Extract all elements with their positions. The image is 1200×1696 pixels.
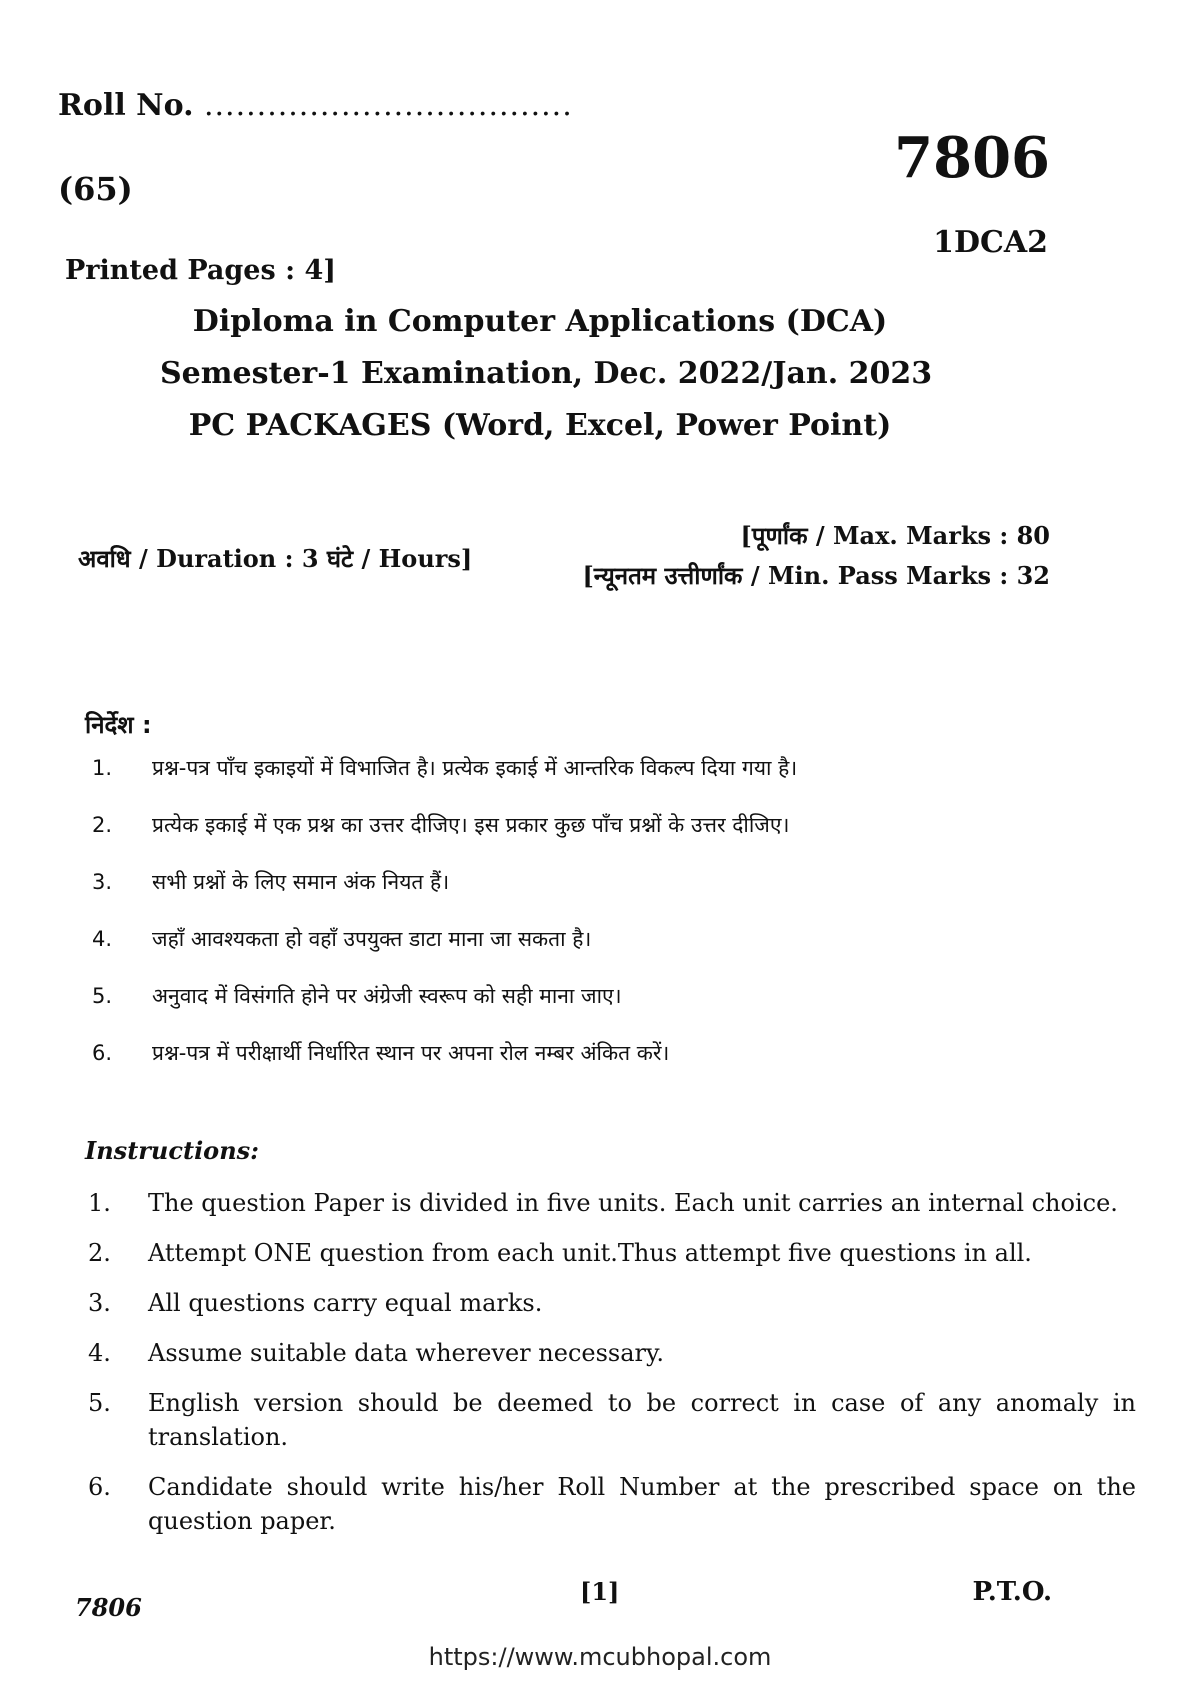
printed-pages: Printed Pages : 4] xyxy=(65,255,337,286)
list-item xyxy=(92,1037,992,1094)
item-number: 3. xyxy=(92,870,113,894)
item-text: प्रश्न-पत्र में परीक्षार्थी निर्धारित स्थान पर अपना रोल नम्बर अंकित करें। xyxy=(152,1041,670,1065)
course-title: Diploma in Computer Applications (DCA) xyxy=(192,304,888,339)
item-number: 4. xyxy=(88,1339,111,1367)
roll-number-field xyxy=(58,88,573,123)
list-item xyxy=(92,923,992,980)
hindi-instructions-list xyxy=(92,752,992,1094)
item-number: 3. xyxy=(88,1289,111,1317)
please-turn-over: P.T.O. xyxy=(972,1577,1052,1607)
item-number: 2. xyxy=(92,813,113,837)
list-item xyxy=(88,1236,1136,1270)
list-item xyxy=(92,980,992,1037)
item-text: The question Paper is divided in five units. Each unit carries an internal choice. xyxy=(148,1189,1118,1217)
item-number: 1. xyxy=(92,756,113,780)
roll-number-label: Roll No. xyxy=(58,88,194,123)
duration: अवधि / Duration : 3 घंटे / Hours] xyxy=(78,544,473,573)
footer-paper-code: 7806 xyxy=(75,1593,142,1622)
list-item xyxy=(88,1286,1136,1320)
roll-number-blank: ................................... xyxy=(203,88,573,123)
item-text: All questions carry equal marks. xyxy=(148,1289,543,1317)
min-pass-marks: [न्यूनतम उत्तीर्णांक / Min. Pass Marks : 32 xyxy=(582,561,1050,590)
item-number: 2. xyxy=(88,1239,111,1267)
exam-session: Semester-1 Examination, Dec. 2022/Jan. 2023 xyxy=(160,356,933,391)
item-text: सभी प्रश्नों के लिए समान अंक नियत हैं। xyxy=(152,870,450,894)
item-number: 5. xyxy=(88,1389,111,1417)
paper-code: 7806 xyxy=(894,125,1050,191)
hindi-instructions-heading: निर्देश : xyxy=(85,711,152,739)
list-item xyxy=(88,1186,1136,1220)
source-url[interactable]: https://www.mcubhopal.com xyxy=(428,1643,772,1671)
max-marks: [पूर्णांक / Max. Marks : 80 xyxy=(740,521,1050,550)
exam-title xyxy=(160,296,933,452)
item-text: प्रत्येक इकाई में एक प्रश्न का उत्तर दीजिए। इस प्रकार कुछ पाँच प्रश्नों के उत्तर दीजिए। xyxy=(152,813,790,837)
subject-title: PC PACKAGES (Word, Excel, Power Point) xyxy=(188,408,892,443)
marks-info xyxy=(582,516,1050,596)
list-item xyxy=(88,1336,1136,1370)
item-text: English version should be deemed to be correct in case of any anomaly in translation. xyxy=(148,1389,1136,1451)
item-text: अनुवाद में विसंगति होने पर अंग्रेजी स्वरूप को सही माना जाए। xyxy=(152,984,622,1008)
list-item xyxy=(92,809,992,866)
item-number: 6. xyxy=(88,1473,111,1501)
item-number: 6. xyxy=(92,1041,113,1065)
list-item xyxy=(92,866,992,923)
page-number: [1] xyxy=(580,1577,620,1606)
list-item xyxy=(88,1470,1136,1538)
item-text: Assume suitable data wherever necessary. xyxy=(148,1339,664,1367)
subject-code: 1DCA2 xyxy=(933,225,1048,260)
english-instructions-list xyxy=(88,1186,1136,1554)
paper-reference: (65) xyxy=(58,170,133,208)
item-number: 1. xyxy=(88,1189,111,1217)
item-number: 5. xyxy=(92,984,113,1008)
list-item xyxy=(88,1386,1136,1454)
english-instructions-heading: Instructions: xyxy=(85,1136,260,1165)
item-text: प्रश्न-पत्र पाँच इकाइयों में विभाजित है। प्रत्येक इकाई में आन्तरिक विकल्प दिया गया है। xyxy=(152,756,798,780)
item-text: जहाँ आवश्यकता हो वहाँ उपयुक्त डाटा माना जा सकता है। xyxy=(152,927,592,951)
item-text: Candidate should write his/her Roll Number at the prescribed space on the question paper. xyxy=(148,1473,1136,1535)
item-number: 4. xyxy=(92,927,113,951)
item-text: Attempt ONE question from each unit.Thus attempt five questions in all. xyxy=(148,1239,1032,1267)
list-item xyxy=(92,752,992,809)
